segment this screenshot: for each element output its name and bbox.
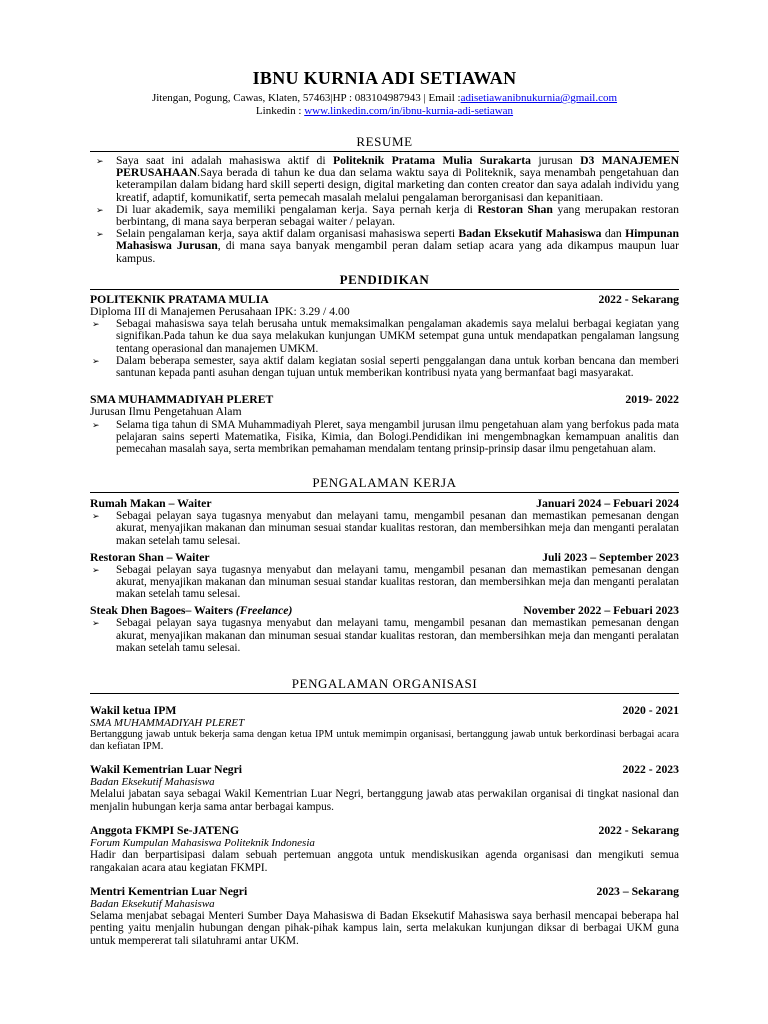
work-section [90,476,679,654]
organization-entry [90,885,679,947]
period: 2019- 2022 [625,393,679,407]
arrow-bullet-icon: ➢ [92,419,100,430]
job-role: Steak Dhen Bagoes– Waiters (Freelance) [90,604,293,618]
program: Jurusan Ilmu Pengetahuan Alam [90,405,242,419]
list-item: ➢ Dalam beberapa semester, saya aktif dalam kegiatan sosial seperti penggalangan dana untuk korban bencana dan memberi santunan kepada panti asuhan dengan tujuan untuk memberikan kontribusi nyata yang bermanfaat bagi masyarakat. [92,354,679,380]
org-role: Wakil ketua IPM [90,704,177,718]
contact-line [90,92,679,105]
entry-header [90,763,679,776]
org-description: Selama menjabat sebagai Menteri Sumber Daya Mahasiswa di Badan Eksekutif Mahasiswa saya berhasil mencapai beberapa hal penting yaitu menjalin hubungan dengan pihak-pihak kampus lain, serta melakukan kunjungan diksar di berbagai UKM guna untuk mempererat tali silatuhrami antar UKM. [90,909,679,947]
linkedin-line [90,105,679,118]
period: 2020 - 2021 [622,704,679,718]
entry-header [90,497,679,510]
education-section [90,273,679,455]
period: Januari 2024 – Febuari 2024 [536,497,679,511]
arrow-bullet-icon: ➢ [96,156,104,166]
list-item: ➢ Selama tiga tahun di SMA Muhammadiyah Pleret, saya mengambil jurusan ilmu pengetahuan alam yang berfokus pada mata pelajaran sains seperti Matematika, Fisika, Kimia, dan Bologi.Pendidikan ini mengembnagkan kemampuan analitis dan pemecahan masalah saya, serta membrikan pemahaman mendalam tentang prinsip-prinsip dasar ilmu pengetahuan alam. [92,418,679,456]
arrow-bullet-icon: ➢ [92,355,100,366]
period: November 2022 – Febuari 2023 [523,604,679,618]
list-item: ➢ Sebagai pelayan saya tugasnya menyabut dan melayani tamu, mengambil pesanan dan memastikan pemesanan dengan akurat, menyajikan makanan dan minuman sesuai standar kualitas restoran, dan membersihkan meja dan menganti peralatan makan setelah tamu selesai. [92,510,679,547]
work-entry [90,604,679,654]
entry-header [90,885,679,898]
email-link[interactable]: adisetiawanibnukurnia@gmail.com [460,92,618,104]
work-entry [90,497,679,547]
arrow-bullet-icon: ➢ [96,204,104,215]
org-description: Hadir dan berpartisipasi dalam sebuah pertemuan anggota untuk mendiskusikan agenda organisasi dan mengikuti semua rangakaian acara atau kegiatan FKMPI. [90,849,679,874]
period: 2023 – Sekarang [596,884,679,898]
school-name: POLITEKNIK PRATAMA MULIA [90,292,269,306]
candidate-name: IBNU KURNIA ADI SETIAWAN [252,68,517,88]
education-entry [90,293,679,379]
work-list [90,617,679,654]
org-name: Badan Eksekutif Mahasiswa [90,897,215,910]
org-description: Bertanggung jawab untuk bekerja sama dengan ketua IPM untuk memimpin organisasi, bertanggung jawab untuk berkordinasi berbagai acara dan kefiatan IPM. [90,729,679,752]
org-name: Forum Kumpulan Mahasiswa Politeknik Indonesia [90,837,315,850]
job-role: Rumah Makan – Waiter [90,497,212,511]
period: 2022 - 2023 [622,763,679,777]
arrow-bullet-icon: ➢ [96,229,104,240]
entry-header [90,824,679,837]
list-item: ➢ Sebagai mahasiswa saya telah berusaha untuk memaksimalkan pengalaman akademis saya melalui berbagai kegiatan yang signifikan.Pada tahun ke dua saya melakukan kunjungan UMKM setempat guna untuk mendapatkan pengalaman langsung tentang operasional dan manajemen UMKM. [92,318,679,355]
education-list [90,419,679,456]
period: Juli 2023 – September 2023 [542,550,679,564]
period: 2022 - Sekarang [598,824,679,838]
arrow-bullet-icon: ➢ [92,618,100,629]
organization-entry [90,763,679,813]
organization-entry [90,824,679,874]
list-item: ➢ Sebagai pelayan saya tugasnya menyabut dan melayani tamu, mengambil pesanan dan memastikan pemesanan dengan akurat, menyajikan makanan dan minuman sesuai standar kualitas restoran, dan membersihkan meja dan menganti peralatan makan setelah tamu selesai. [92,617,679,654]
address-phone: Jitengan, Pogung, Cawas, Klaten, 57463|HP : 083104987943 | Email : [151,92,461,104]
entry-header [90,604,679,617]
org-description: Melalui jabatan saya sebagai Wakil Kementrian Luar Negri, bertanggung jawab atas perwakilan organisai di tingkat nasional dan menjalin hubungan kerja sama antar berbagai kampus. [90,788,679,813]
entry-header [90,704,679,717]
section-title-organization: PENGALAMAN ORGANISASI [90,677,679,694]
job-role: Restoran Shan – Waiter [90,550,210,564]
org-name: Badan Eksekutif Mahasiswa [90,776,215,789]
section-title-education: PENDIDIKAN [90,273,679,290]
program: Diploma III di Manajemen Perusahaan IPK: 3.29 / 4.00 [90,304,350,318]
org-name: SMA MUHAMMADIYAH PLERET [90,717,245,730]
section-title-resume: RESUME [90,135,679,152]
resume-section [90,135,679,265]
list-item: ➢ Saya saat ini adalah mahasiswa aktif di Politeknik Pratama Mulia Surakarta jurusan D3 MANAJEMEN PERUSAHAAN.Saya berada di tahun ke dua dan selama waktu saya di Politeknik, saya menambah pengetahuan dan keterampilan dalam bidang hard skill seperti design, digital marketing dan conten creator dan saya adalah individu yang kreatif, adaptif, komunikatif, serta pemecah masalah melalui pengalaman berorganisasi dan kepanitiaan. [96,154,680,204]
list-item: ➢ Di luar akademik, saya memiliki pengalaman kerja. Saya pernah kerja di Restoran Shan yang merupakan restoran berbintang, di mana saya berperan sebagai waiter / pelayan. [96,202,679,229]
education-list [90,318,679,379]
arrow-bullet-icon: ➢ [92,564,100,575]
arrow-bullet-icon: ➢ [92,319,100,330]
organization-entry [90,704,679,752]
list-item: ➢ Sebagai pelayan saya tugasnya menyabut dan melayani tamu, mengambil pesanan dan memastikan pemesanan dengan akurat, menyajikan makanan dan minuman sesuai standar kualitas restoran, dan membersihkan meja dan menganti peralatan makan setelah tamu selesai. [92,563,679,601]
entry-header [90,551,679,564]
work-list [90,510,679,547]
work-list [90,564,679,601]
work-entry [90,551,679,601]
linkedin-label: Linkedin : [255,104,305,117]
entry-header [90,293,679,306]
linkedin-link[interactable]: www.linkedin.com/in/ibnu-kurnia-adi-setiawan [304,104,514,117]
org-role: Mentri Kementrian Luar Negri [90,884,248,898]
school-name: SMA MUHAMMADIYAH PLERET [90,393,274,407]
list-item: ➢ Selain pengalaman kerja, saya aktif dalam organisasi mahasiswa seperti Badan Eksekutif Mahasiswa dan Himpunan Mahasiswa Jurusan, di mana saya banyak mengambil peran dalam setiap acara yang ada dikampus maupun luar kampus. [96,227,680,265]
education-entry [90,393,679,455]
period: 2022 - Sekarang [598,292,679,306]
arrow-bullet-icon: ➢ [92,511,100,522]
section-title-work: PENGALAMAN KERJA [90,476,679,493]
resume-list [90,155,679,265]
header [90,68,679,117]
organization-section [90,677,679,947]
org-role: Anggota FKMPI Se-JATENG [90,824,240,838]
org-role: Wakil Kementrian Luar Negri [90,763,243,777]
